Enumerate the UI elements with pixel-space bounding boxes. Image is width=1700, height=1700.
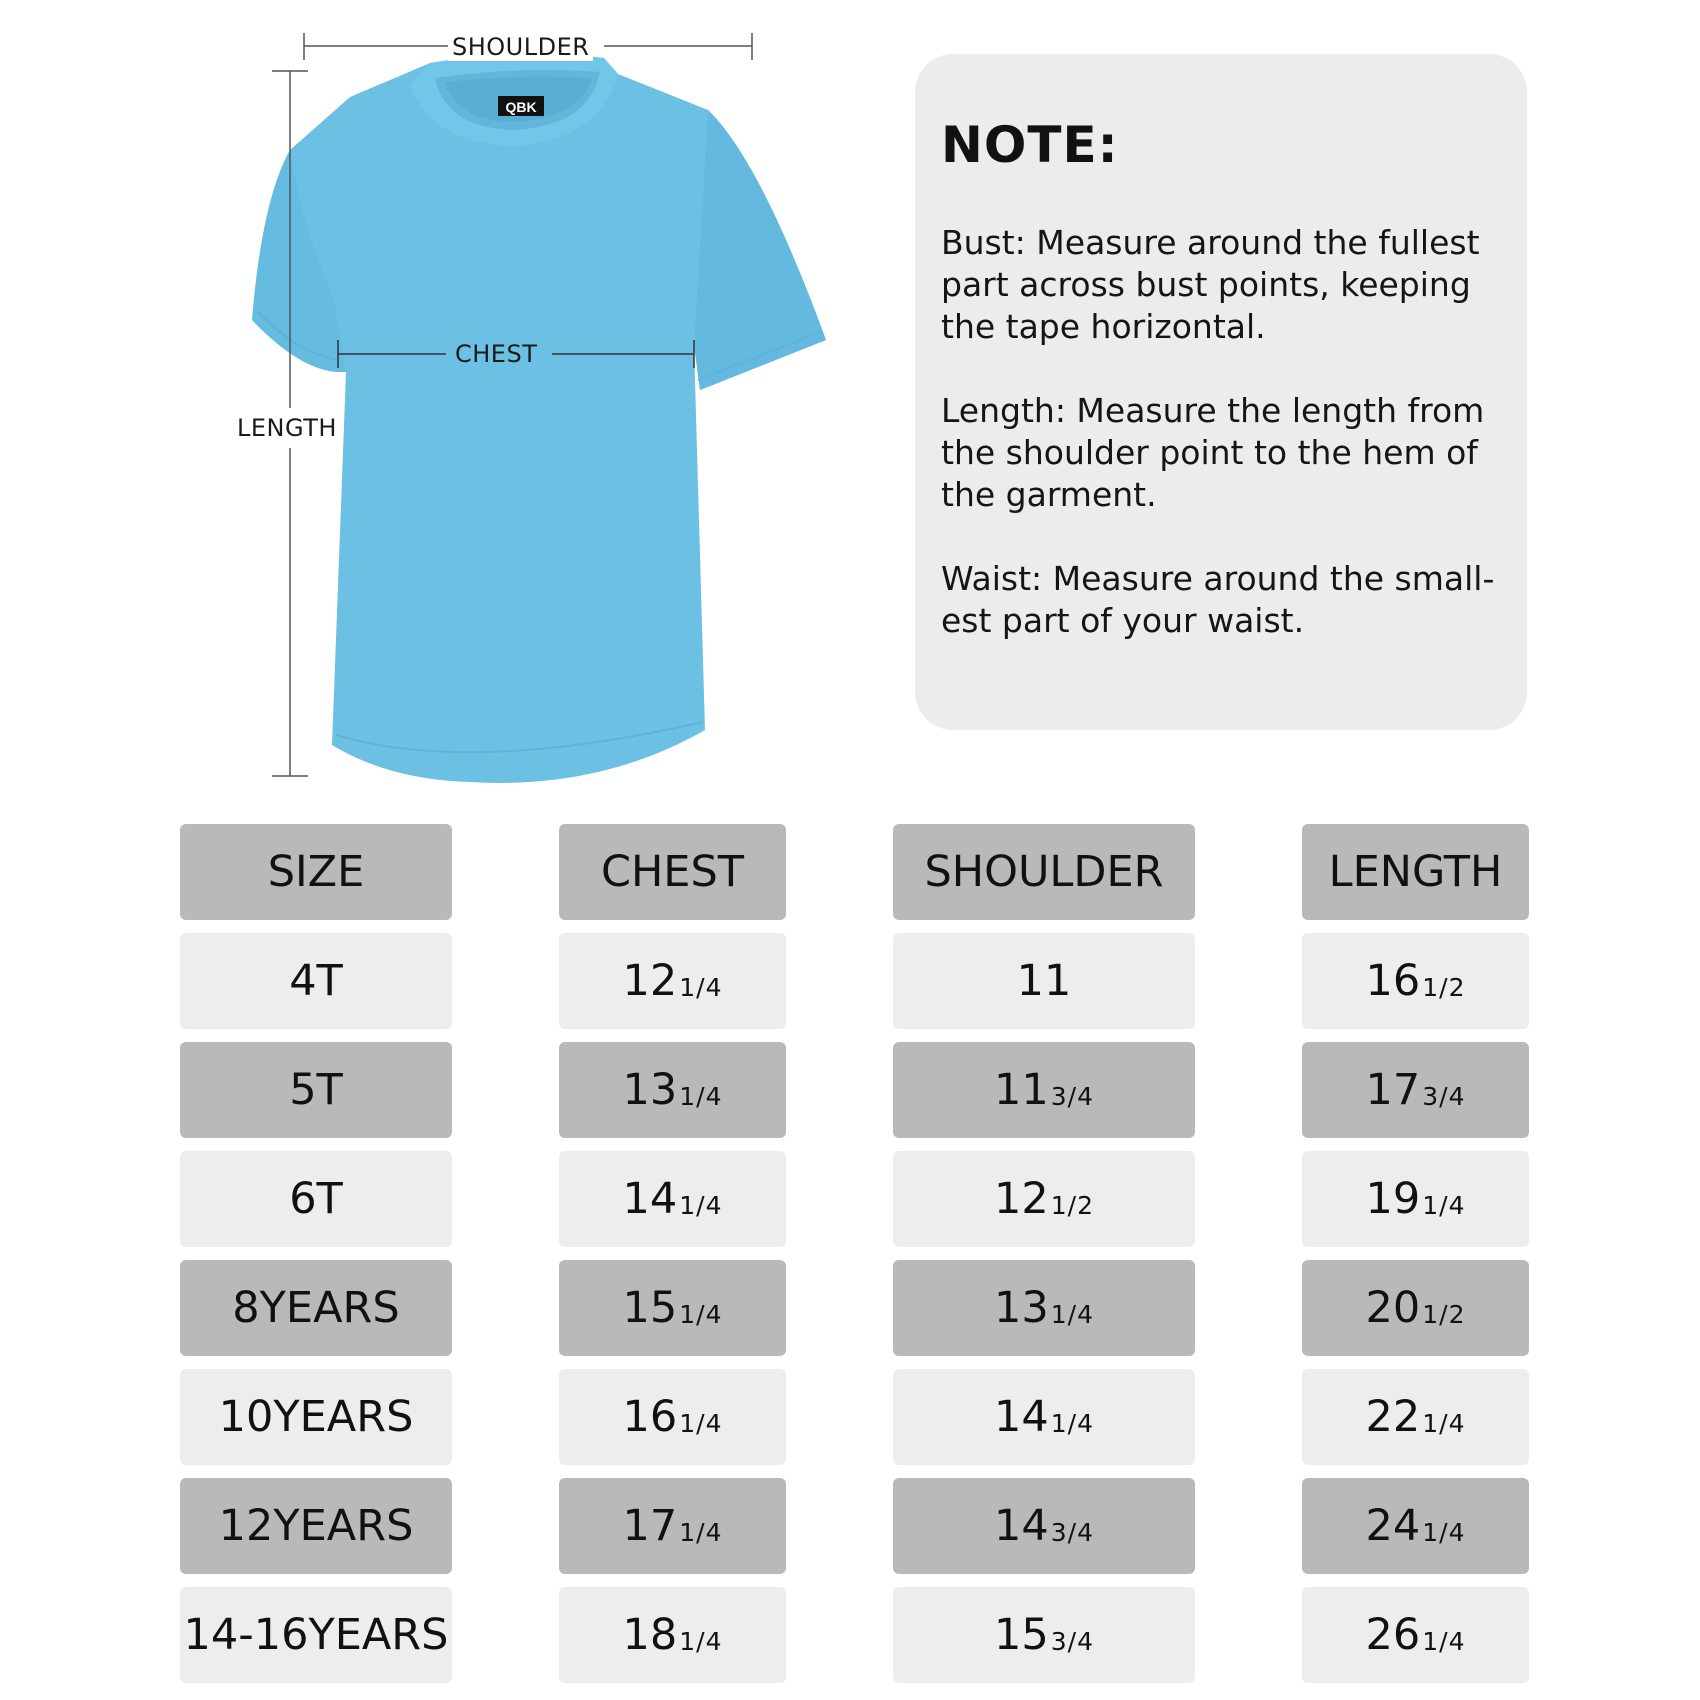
length-label: LENGTH (237, 414, 337, 442)
cell-fraction: 3/4 (1050, 1626, 1094, 1656)
note-bust-text: Bust: Measure around the fullest part across bust points, keeping the tape horizontal. (941, 223, 1480, 346)
cell-fraction: 1/4 (1422, 1626, 1466, 1656)
cell-shoulder (893, 1587, 1195, 1683)
cell-value: 8YEARS (232, 1283, 400, 1333)
cell-fraction: 1/4 (679, 1626, 723, 1656)
cell-fraction: 1/4 (679, 1517, 723, 1547)
cell-value: 12 (622, 956, 678, 1006)
header-chest: CHEST (559, 824, 786, 920)
cell-value: 6T (289, 1174, 343, 1224)
cell-chest (559, 1587, 786, 1683)
cell-value: 22 (1365, 1392, 1421, 1442)
cell-value: 13 (994, 1283, 1049, 1333)
cell-value: 11 (1016, 956, 1072, 1006)
cell-fraction: 3/4 (1050, 1517, 1094, 1547)
cell-fraction: 1/4 (1050, 1408, 1094, 1438)
cell-size (180, 933, 452, 1029)
cell-fraction: 1/4 (679, 1299, 723, 1329)
cell-value: 17 (622, 1501, 678, 1551)
cell-fraction: 1/4 (679, 1190, 723, 1220)
cell-value: 11 (994, 1065, 1049, 1115)
cell-value: 14 (622, 1174, 678, 1224)
cell-length (1302, 1042, 1529, 1138)
cell-shoulder (893, 1151, 1195, 1247)
note-waist-text: Waist: Measure around the small-est part of your waist. (941, 559, 1495, 640)
cell-length (1302, 1587, 1529, 1683)
cell-value: 14 (994, 1392, 1049, 1442)
cell-fraction: 1/2 (1422, 972, 1466, 1002)
cell-value: 17 (1365, 1065, 1421, 1115)
cell-chest (559, 933, 786, 1029)
cell-fraction: 1/4 (1422, 1517, 1466, 1547)
cell-value: 19 (1365, 1174, 1421, 1224)
cell-chest (559, 1369, 786, 1465)
chest-label: CHEST (455, 340, 538, 368)
cell-fraction: 3/4 (1422, 1081, 1466, 1111)
brand-tag-text: QBK (505, 99, 537, 115)
tshirt-illustration (0, 0, 900, 800)
header-shoulder: SHOULDER (893, 824, 1195, 920)
cell-shoulder (893, 1478, 1195, 1574)
cell-shoulder (893, 1042, 1195, 1138)
cell-size (180, 1369, 452, 1465)
cell-length (1302, 933, 1529, 1029)
cell-value: 14 (994, 1501, 1049, 1551)
cell-fraction: 1/4 (679, 1081, 723, 1111)
note-box (915, 54, 1527, 730)
cell-fraction: 3/4 (1050, 1081, 1094, 1111)
cell-size (180, 1151, 452, 1247)
note-length-text: Length: Measure the length from the shoulder point to the hem of the garment. (941, 391, 1485, 514)
cell-value: 13 (622, 1065, 678, 1115)
cell-length (1302, 1369, 1529, 1465)
cell-value: 20 (1365, 1283, 1421, 1333)
cell-fraction: 1/4 (1050, 1299, 1094, 1329)
cell-value: 26 (1365, 1610, 1421, 1660)
cell-value: 18 (622, 1610, 678, 1660)
cell-value: 12YEARS (218, 1501, 414, 1551)
cell-chest (559, 1042, 786, 1138)
cell-value: 16 (1365, 956, 1421, 1006)
tshirt-measurement-diagram (0, 0, 900, 800)
header-size: SIZE (180, 824, 452, 920)
cell-shoulder (893, 933, 1195, 1029)
cell-fraction: 1/4 (679, 972, 723, 1002)
cell-value: 15 (994, 1610, 1049, 1660)
cell-fraction: 1/4 (1422, 1190, 1466, 1220)
cell-value: 15 (622, 1283, 678, 1333)
cell-length (1302, 1260, 1529, 1356)
cell-value: 24 (1365, 1501, 1421, 1551)
cell-chest (559, 1151, 786, 1247)
cell-length (1302, 1151, 1529, 1247)
cell-fraction: 1/2 (1050, 1190, 1094, 1220)
cell-length (1302, 1478, 1529, 1574)
cell-value: 12 (994, 1174, 1049, 1224)
cell-value: 4T (289, 956, 343, 1006)
cell-value: 5T (289, 1065, 343, 1115)
cell-size (180, 1042, 452, 1138)
cell-value: 10YEARS (218, 1392, 414, 1442)
cell-size (180, 1260, 452, 1356)
cell-fraction: 1/4 (1422, 1408, 1466, 1438)
cell-value: 14-16YEARS (183, 1610, 449, 1660)
shoulder-label: SHOULDER (448, 33, 593, 61)
cell-shoulder (893, 1260, 1195, 1356)
header-length: LENGTH (1302, 824, 1529, 920)
cell-chest (559, 1260, 786, 1356)
cell-fraction: 1/4 (679, 1408, 723, 1438)
cell-size (180, 1587, 452, 1683)
cell-fraction: 1/2 (1422, 1299, 1466, 1329)
cell-shoulder (893, 1369, 1195, 1465)
note-title: NOTE: (941, 116, 1119, 174)
cell-size (180, 1478, 452, 1574)
cell-chest (559, 1478, 786, 1574)
cell-value: 16 (622, 1392, 678, 1442)
